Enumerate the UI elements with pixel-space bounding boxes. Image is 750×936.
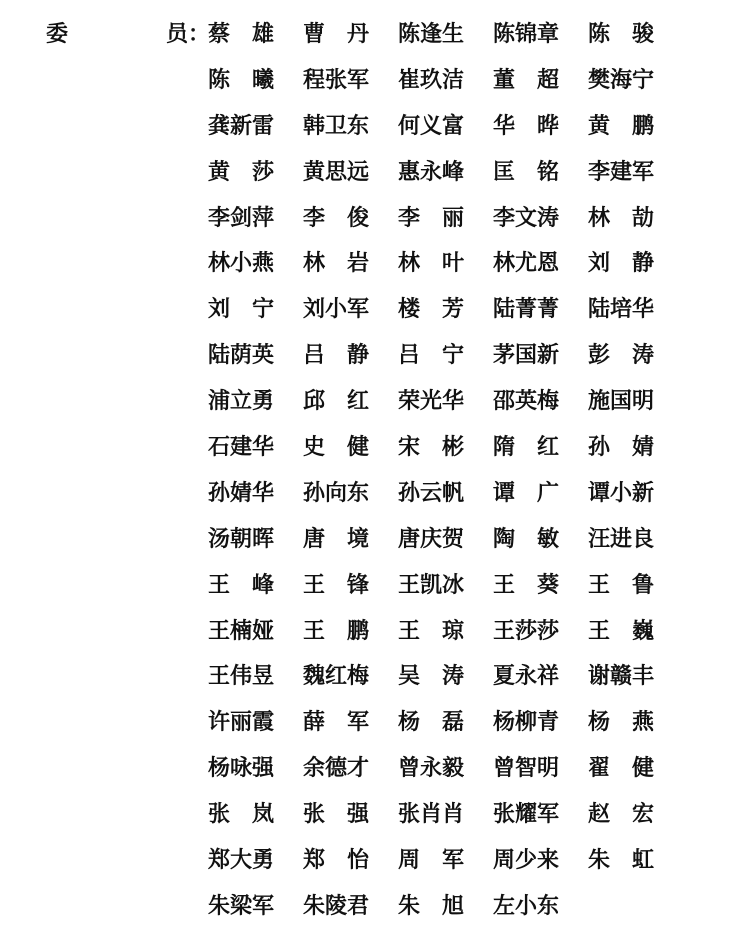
member-name: 曾永毅 — [398, 755, 465, 782]
member-name: 周少来 — [493, 847, 560, 874]
committee-label-wei: 委 — [46, 21, 69, 47]
member-name: 周 军 — [398, 847, 465, 874]
member-name: 陈 曦 — [208, 66, 275, 93]
committee-label-yuan: 员： — [166, 21, 211, 47]
member-name: 薛 军 — [303, 709, 370, 736]
member-name: 隋 红 — [493, 434, 560, 461]
member-name: 王 锋 — [303, 571, 370, 598]
member-name: 邵英梅 — [493, 388, 560, 415]
member-name: 谭 广 — [493, 479, 560, 506]
member-name: 朱 虹 — [588, 847, 655, 874]
member-name: 唐 境 — [303, 525, 370, 552]
member-name: 刘小军 — [303, 296, 370, 323]
member-name: 翟 健 — [588, 755, 655, 782]
member-name: 浦立勇 — [208, 388, 275, 415]
member-name: 夏永祥 — [493, 663, 560, 690]
member-name: 谭小新 — [588, 479, 655, 506]
member-name: 魏红梅 — [303, 663, 370, 690]
member-name: 孙云帆 — [398, 479, 465, 506]
member-name: 何义富 — [398, 112, 465, 139]
member-name: 王凯冰 — [398, 571, 465, 598]
member-name: 李 丽 — [398, 204, 465, 231]
member-name: 许丽霞 — [208, 709, 275, 736]
member-name: 林 岩 — [303, 250, 370, 277]
member-name: 李 俊 — [303, 204, 370, 231]
member-name: 荣光华 — [398, 388, 465, 415]
member-name: 张耀军 — [493, 801, 560, 828]
member-name: 杨 燕 — [588, 709, 655, 736]
member-name: 陈 骏 — [588, 21, 655, 47]
member-name: 朱梁军 — [208, 892, 275, 919]
member-name: 陈锦章 — [493, 21, 560, 47]
member-name: 唐庆贺 — [398, 525, 465, 552]
member-name: 史 健 — [303, 434, 370, 461]
member-name: 樊海宁 — [588, 66, 655, 93]
member-name: 吕 静 — [303, 342, 370, 369]
member-name: 黄 莎 — [208, 158, 275, 185]
member-name: 杨咏强 — [208, 755, 275, 782]
member-name: 王莎莎 — [493, 617, 560, 644]
member-name: 汪进良 — [588, 525, 655, 552]
member-name: 汤朝晖 — [208, 525, 275, 552]
member-name: 左小东 — [493, 892, 560, 919]
member-name: 林 劼 — [588, 204, 655, 231]
member-name: 董 超 — [493, 66, 560, 93]
member-name: 曾智明 — [493, 755, 560, 782]
member-name: 王 葵 — [493, 571, 560, 598]
member-name: 朱 旭 — [398, 892, 465, 919]
member-name-grid — [208, 18, 728, 936]
member-name: 施国明 — [588, 388, 655, 415]
member-name: 李建军 — [588, 158, 655, 185]
member-name: 王 鲁 — [588, 571, 655, 598]
member-name: 刘 宁 — [208, 296, 275, 323]
member-name: 陆培华 — [588, 296, 655, 323]
member-name: 林尤恩 — [493, 250, 560, 277]
member-name: 李剑萍 — [208, 204, 275, 231]
member-name: 陆荫英 — [208, 342, 275, 369]
member-name: 茅国新 — [493, 342, 560, 369]
member-name: 谢赣丰 — [588, 663, 655, 690]
member-name: 黄 鹏 — [588, 112, 655, 139]
member-name: 王伟昱 — [208, 663, 275, 690]
member-name: 赵 宏 — [588, 801, 655, 828]
member-name: 李文涛 — [493, 204, 560, 231]
member-name: 张 岚 — [208, 801, 275, 828]
member-name: 王楠娅 — [208, 617, 275, 644]
member-name: 余德才 — [303, 755, 370, 782]
member-name: 彭 涛 — [588, 342, 655, 369]
member-name: 张肖肖 — [398, 801, 465, 828]
member-name: 华 晔 — [493, 112, 560, 139]
member-name: 孙 婧 — [588, 434, 655, 461]
member-name: 林小燕 — [208, 250, 275, 277]
member-name: 曹 丹 — [303, 21, 370, 47]
member-name: 宋 彬 — [398, 434, 465, 461]
member-name: 吕 宁 — [398, 342, 465, 369]
member-name: 陈逢生 — [398, 21, 465, 47]
member-name: 杨柳青 — [493, 709, 560, 736]
member-name: 蔡 雄 — [208, 21, 275, 47]
member-name: 黄思远 — [303, 158, 370, 185]
member-name: 张 强 — [303, 801, 370, 828]
member-name: 杨 磊 — [398, 709, 465, 736]
member-name: 王 鹏 — [303, 617, 370, 644]
member-name: 陆菁菁 — [493, 296, 560, 323]
member-name: 孙婧华 — [208, 479, 275, 506]
member-name: 孙向东 — [303, 479, 370, 506]
member-name: 程张军 — [303, 66, 370, 93]
member-name: 朱陵君 — [303, 892, 370, 919]
member-name: 刘 静 — [588, 250, 655, 277]
member-name: 陶 敏 — [493, 525, 560, 552]
member-name: 匡 铭 — [493, 158, 560, 185]
member-name: 林 叶 — [398, 250, 465, 277]
member-name: 惠永峰 — [398, 158, 465, 185]
member-name: 王 琼 — [398, 617, 465, 644]
member-name: 崔玖洁 — [398, 66, 465, 93]
member-name: 石建华 — [208, 434, 275, 461]
member-name: 王 巍 — [588, 617, 655, 644]
member-name: 韩卫东 — [303, 112, 370, 139]
member-name: 郑 怡 — [303, 847, 370, 874]
member-name: 吴 涛 — [398, 663, 465, 690]
member-name: 龚新雷 — [208, 112, 275, 139]
member-name: 王 峰 — [208, 571, 275, 598]
member-name: 邱 红 — [303, 388, 370, 415]
member-name: 楼 芳 — [398, 296, 465, 323]
member-name: 郑大勇 — [208, 847, 275, 874]
